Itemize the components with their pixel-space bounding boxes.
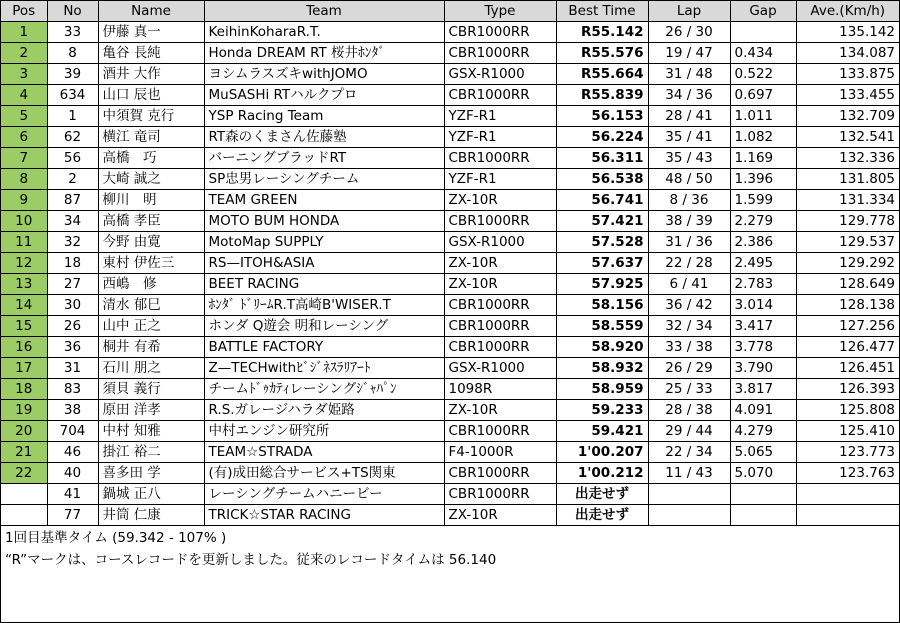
cell-type: CBR1000RR [444,211,556,232]
cell-pos: 2 [1,43,47,64]
table-row [1,484,899,505]
cell-team: KeihinKoharaR.T. [204,22,444,43]
cell-gap: 3.417 [730,316,796,337]
cell-average: 123.763 [796,463,899,484]
cell-best-time: 56.153 [556,106,648,127]
cell-type: CBR1000RR [444,43,556,64]
cell-best-time: 58.920 [556,337,648,358]
cell-no: 41 [47,484,98,505]
cell-lap: 33 / 38 [648,337,730,358]
cell-pos: 20 [1,421,47,442]
cell-gap: 0.522 [730,64,796,85]
cell-team: BEET RACING [204,274,444,295]
cell-name: 桐井 有希 [98,337,204,358]
cell-name: 掛江 裕二 [98,442,204,463]
cell-name: 今野 由寛 [98,232,204,253]
cell-team: Honda DREAM RT 桜井ﾎﾝﾀﾞ [204,43,444,64]
cell-type: YZF-R1 [444,169,556,190]
cell-average: 125.808 [796,400,899,421]
cell-gap [730,505,796,526]
cell-name: 酒井 大作 [98,64,204,85]
cell-no: 33 [47,22,98,43]
cell-name: 山口 辰也 [98,85,204,106]
cell-team: YSP Racing Team [204,106,444,127]
header-type: Type [444,1,556,22]
cell-average [796,505,899,526]
cell-lap: 26 / 29 [648,358,730,379]
cell-best-time: 58.156 [556,295,648,316]
cell-name: 亀谷 長純 [98,43,204,64]
cell-lap: 48 / 50 [648,169,730,190]
table-row [1,337,899,358]
cell-name: 横江 竜司 [98,127,204,148]
cell-average: 126.451 [796,358,899,379]
header-gap: Gap [730,1,796,22]
cell-gap: 1.599 [730,190,796,211]
cell-lap: 8 / 36 [648,190,730,211]
cell-team: RS—ITOH&ASIA [204,253,444,274]
cell-name: 喜多田 学 [98,463,204,484]
cell-gap: 0.697 [730,85,796,106]
cell-lap: 34 / 36 [648,85,730,106]
cell-no: 26 [47,316,98,337]
table-row [1,148,899,169]
cell-pos: 8 [1,169,47,190]
cell-no: 31 [47,358,98,379]
cell-no: 77 [47,505,98,526]
cell-average: 133.875 [796,64,899,85]
cell-team: ヨシムラスズキwithJOMO [204,64,444,85]
cell-pos: 21 [1,442,47,463]
table-row [1,85,899,106]
cell-best-time: 59.233 [556,400,648,421]
cell-team: RT森のくまさん佐藤塾 [204,127,444,148]
table-row [1,442,899,463]
table-row [1,358,899,379]
table-row [1,169,899,190]
cell-name: 高橋 孝臣 [98,211,204,232]
cell-gap: 4.091 [730,400,796,421]
table-row [1,295,899,316]
cell-lap: 36 / 42 [648,295,730,316]
cell-team: ホンダ Q遊会 明和レーシング [204,316,444,337]
cell-pos: 22 [1,463,47,484]
table-row [1,127,899,148]
cell-pos [1,484,47,505]
header-average: Ave.(Km/h) [796,1,899,22]
cell-lap: 28 / 38 [648,400,730,421]
cell-team: SP忠男レーシングチーム [204,169,444,190]
cell-gap: 5.065 [730,442,796,463]
cell-name: 鍋城 正八 [98,484,204,505]
cell-lap: 31 / 36 [648,232,730,253]
cell-average: 129.292 [796,253,899,274]
cell-best-time: R55.839 [556,85,648,106]
cell-lap: 29 / 44 [648,421,730,442]
cell-best-time: 57.925 [556,274,648,295]
cell-name: 清水 郁巳 [98,295,204,316]
cell-type: GSX-R1000 [444,64,556,85]
cell-gap: 1.082 [730,127,796,148]
cell-no: 56 [47,148,98,169]
cell-best-time: 57.421 [556,211,648,232]
cell-no: 2 [47,169,98,190]
cell-average: 129.778 [796,211,899,232]
cell-average: 131.334 [796,190,899,211]
cell-average: 126.477 [796,337,899,358]
cell-type: CBR1000RR [444,421,556,442]
cell-team: MOTO BUM HONDA [204,211,444,232]
header-lap: Lap [648,1,730,22]
cell-pos: 13 [1,274,47,295]
cell-lap: 31 / 48 [648,64,730,85]
cell-type: GSX-R1000 [444,232,556,253]
cell-best-time: R55.576 [556,43,648,64]
cell-pos: 12 [1,253,47,274]
cell-gap: 3.817 [730,379,796,400]
cell-type: CBR1000RR [444,148,556,169]
cell-type: ZX-10R [444,253,556,274]
cell-team: Z—TECHwithﾋﾞｼﾞﾈｽﾗﾘｱｰﾄ [204,358,444,379]
cell-gap [730,22,796,43]
cell-pos: 6 [1,127,47,148]
header-pos: Pos [1,1,47,22]
cell-no: 704 [47,421,98,442]
cell-no: 40 [47,463,98,484]
cell-no: 46 [47,442,98,463]
cell-lap: 32 / 34 [648,316,730,337]
cell-lap: 26 / 30 [648,22,730,43]
cell-type: ZX-10R [444,505,556,526]
note-qualifying-standard: 1回目基準タイム (59.342 - 107% ) [5,530,227,546]
cell-gap: 0.434 [730,43,796,64]
cell-name: 柳川 明 [98,190,204,211]
cell-no: 83 [47,379,98,400]
table-row [1,211,899,232]
cell-no: 18 [47,253,98,274]
cell-lap: 11 / 43 [648,463,730,484]
cell-average: 125.410 [796,421,899,442]
cell-gap: 2.279 [730,211,796,232]
cell-best-time: 59.421 [556,421,648,442]
header-row [1,1,899,22]
cell-lap: 35 / 43 [648,148,730,169]
cell-average: 131.805 [796,169,899,190]
cell-best-time: 56.538 [556,169,648,190]
cell-name: 大崎 誠之 [98,169,204,190]
cell-type: ZX-10R [444,400,556,421]
cell-lap: 25 / 33 [648,379,730,400]
cell-type: ZX-10R [444,274,556,295]
cell-team: 中村エンジン研究所 [204,421,444,442]
cell-no: 1 [47,106,98,127]
table-row [1,400,899,421]
cell-pos: 14 [1,295,47,316]
cell-team: レーシングチームハニービー [204,484,444,505]
cell-best-time: 出走せず [556,505,648,526]
cell-no: 32 [47,232,98,253]
cell-lap: 22 / 34 [648,442,730,463]
cell-pos: 1 [1,22,47,43]
cell-average: 123.773 [796,442,899,463]
cell-gap [730,484,796,505]
cell-name: 石川 朋之 [98,358,204,379]
cell-team: BATTLE FACTORY [204,337,444,358]
cell-type: YZF-R1 [444,127,556,148]
cell-gap: 3.014 [730,295,796,316]
note-course-record: “R”マークは、コースレコードを更新しました。従来のレコードタイムは 56.140 [5,552,497,568]
cell-gap: 1.011 [730,106,796,127]
cell-name: 中須賀 克行 [98,106,204,127]
cell-no: 634 [47,85,98,106]
cell-best-time: 56.224 [556,127,648,148]
cell-best-time: 58.959 [556,379,648,400]
cell-pos: 18 [1,379,47,400]
cell-pos: 11 [1,232,47,253]
cell-best-time: 57.637 [556,253,648,274]
cell-type: F4-1000R [444,442,556,463]
cell-average: 129.537 [796,232,899,253]
cell-name: 伊藤 真一 [98,22,204,43]
cell-type: CBR1000RR [444,316,556,337]
cell-lap [648,484,730,505]
cell-pos [1,505,47,526]
cell-average: 127.256 [796,316,899,337]
cell-no: 39 [47,64,98,85]
cell-average: 134.087 [796,43,899,64]
cell-type: CBR1000RR [444,22,556,43]
table-row [1,421,899,442]
cell-best-time: 58.932 [556,358,648,379]
cell-type: CBR1000RR [444,85,556,106]
table-row [1,463,899,484]
cell-average: 133.455 [796,85,899,106]
cell-lap: 28 / 41 [648,106,730,127]
table-row [1,232,899,253]
cell-gap: 4.279 [730,421,796,442]
table-row [1,316,899,337]
cell-type: GSX-R1000 [444,358,556,379]
table-row [1,64,899,85]
cell-best-time: 58.559 [556,316,648,337]
cell-gap: 3.778 [730,337,796,358]
cell-gap: 5.070 [730,463,796,484]
cell-team: R.S.ガレージハラダ姫路 [204,400,444,421]
cell-name: 高橋 巧 [98,148,204,169]
cell-average: 132.709 [796,106,899,127]
cell-average: 132.336 [796,148,899,169]
cell-average: 135.142 [796,22,899,43]
cell-type: CBR1000RR [444,484,556,505]
cell-average: 126.393 [796,379,899,400]
header-name: Name [98,1,204,22]
cell-name: 西嶋 修 [98,274,204,295]
cell-lap: 22 / 28 [648,253,730,274]
cell-average [796,484,899,505]
cell-no: 36 [47,337,98,358]
cell-best-time: 1'00.207 [556,442,648,463]
cell-pos: 17 [1,358,47,379]
cell-average: 128.649 [796,274,899,295]
cell-name: 原田 洋孝 [98,400,204,421]
cell-gap: 1.396 [730,169,796,190]
cell-type: CBR1000RR [444,295,556,316]
table-row [1,253,899,274]
table-row [1,43,899,64]
cell-type: ZX-10R [444,190,556,211]
cell-team: (有)成田総合サービス+TS関東 [204,463,444,484]
cell-name: 井筒 仁康 [98,505,204,526]
cell-best-time: 57.528 [556,232,648,253]
table-row [1,106,899,127]
cell-team: MotoMap SUPPLY [204,232,444,253]
header-no: No [47,1,98,22]
results-table [1,1,899,526]
cell-lap: 38 / 39 [648,211,730,232]
cell-pos: 19 [1,400,47,421]
cell-no: 8 [47,43,98,64]
cell-gap: 3.790 [730,358,796,379]
cell-no: 34 [47,211,98,232]
cell-no: 87 [47,190,98,211]
cell-gap: 2.495 [730,253,796,274]
cell-no: 38 [47,400,98,421]
table-row [1,505,899,526]
cell-pos: 16 [1,337,47,358]
cell-pos: 7 [1,148,47,169]
cell-team: TEAM GREEN [204,190,444,211]
cell-pos: 9 [1,190,47,211]
cell-name: 山中 正之 [98,316,204,337]
notes [1,526,899,571]
cell-team: TEAM☆STRADA [204,442,444,463]
cell-average: 132.541 [796,127,899,148]
cell-best-time: 56.311 [556,148,648,169]
table-row [1,379,899,400]
cell-type: 1098R [444,379,556,400]
cell-team: バーニングブラッドRT [204,148,444,169]
cell-lap: 35 / 41 [648,127,730,148]
cell-no: 30 [47,295,98,316]
cell-best-time: R55.142 [556,22,648,43]
cell-best-time: 出走せず [556,484,648,505]
cell-no: 27 [47,274,98,295]
cell-lap [648,505,730,526]
cell-team: チームﾄﾞｩｶﾃｨレーシングｼﾞｬﾊﾟﾝ [204,379,444,400]
cell-pos: 4 [1,85,47,106]
table-row [1,190,899,211]
cell-name: 須貝 義行 [98,379,204,400]
cell-team: MuSASHi RTハルクプロ [204,85,444,106]
cell-lap: 19 / 47 [648,43,730,64]
cell-pos: 10 [1,211,47,232]
header-team: Team [204,1,444,22]
cell-pos: 3 [1,64,47,85]
cell-best-time: 56.741 [556,190,648,211]
cell-gap: 2.783 [730,274,796,295]
cell-type: CBR1000RR [444,463,556,484]
table-row [1,274,899,295]
cell-gap: 2.386 [730,232,796,253]
cell-team: TRICK☆STAR RACING [204,505,444,526]
cell-pos: 15 [1,316,47,337]
cell-gap: 1.169 [730,148,796,169]
cell-no: 62 [47,127,98,148]
table-row [1,22,899,43]
results-body [1,22,899,526]
cell-type: YZF-R1 [444,106,556,127]
cell-name: 中村 知雅 [98,421,204,442]
cell-best-time: 1'00.212 [556,463,648,484]
header-best-time: Best Time [556,1,648,22]
cell-type: CBR1000RR [444,337,556,358]
cell-name: 東村 伊佐三 [98,253,204,274]
cell-team: ﾎﾝﾀﾞ ﾄﾞﾘｰﾑR.T高崎B'WISER.T [204,295,444,316]
cell-lap: 6 / 41 [648,274,730,295]
cell-average: 128.138 [796,295,899,316]
cell-best-time: R55.664 [556,64,648,85]
cell-pos: 5 [1,106,47,127]
